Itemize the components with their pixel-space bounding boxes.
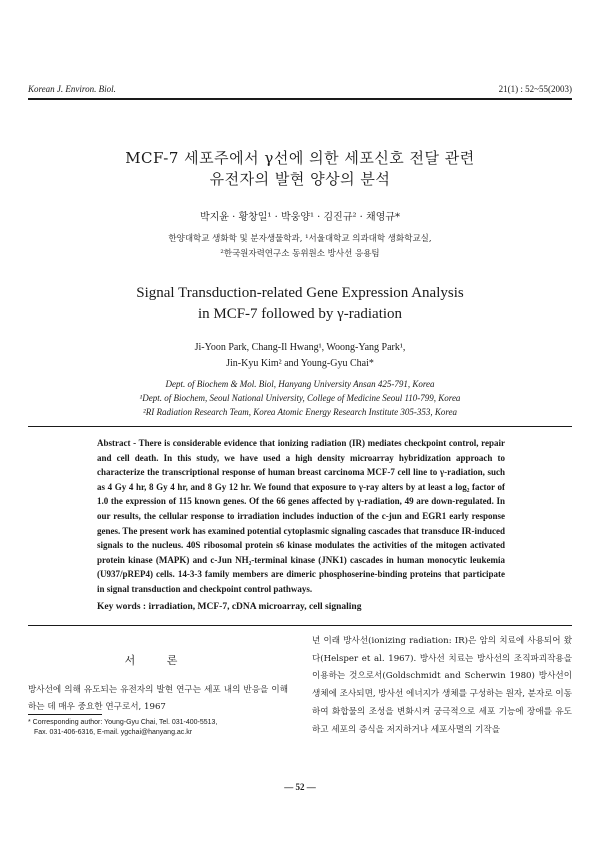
korean-affiliations [40,232,560,262]
right-column-text: 년 이래 방사선(ionizing radiation: IR)은 암의 치료에 사용되어 왔다(Helsper et al. 1967). 방사선 치료는 방사선의 조직파괴작용을 이용하는 것으로서(Goldschmidt and Scherwin 1980) 방사선이 생체에 조사되면, 방사선 에너지가 생체를 구성하는 원자, 분자로 이동하여 화합물의 조성을 변화시켜 궁극적으로 세포 기능에 장애를 유도하고 세포의 증식을 저지하거나 세포사멸의 기작을 [312,636,572,735]
korean-affiliation-line-2: ²한국원자력연구소 동위원소 방사선 응용팀 [220,249,380,259]
abstract-top-rule [28,426,572,427]
journal-name: Korean J. Environ. Biol. [28,84,116,94]
korean-title [40,148,560,190]
korean-affiliation-line-1: 한양대학교 생화학 및 분자생물학과, ¹서울대학교 의과대학 생화학교실, [168,234,432,244]
english-title-line-1: Signal Transduction-related Gene Expression Analysis [136,285,464,301]
english-affiliations [40,377,560,419]
citation: 21(1) : 52~55(2003) [498,84,572,94]
english-affiliation-line-1: Dept. of Biochem & Mol. Biol, Hanyang University Ansan 425-791, Korea [165,379,435,389]
footnote-line-1: * Corresponding author: Young-Gyu Chai, Tel. 031-400-5513, [28,719,218,726]
korean-authors: 박지윤 · 황창일¹ · 박웅양¹ · 김진규² · 채영규* [199,212,401,223]
abstract: Abstract - There is considerable evidence that ionizing radiation (IR) mediates checkpoint control, repair and cell death. In this study, we have used a high density microarray hybridization approach to characterize the transcriptional response of human breast carcinoma MCF-7 cell line to γ-radiation, such as 4 Gy 4 hr, 8 Gy 4 hr, and 8 Gy 12 hr. We found that exposure to γ-ray alters by at least a log₂ factor of 1.0 the expression of 115 known genes. Of the 66 genes affected by γ-radiation, 49 are down-regulated. In our results, the cellular response to irradiation includes induction of the c-jun and EGR1 early response genes. The present work has examined potential cytoplasmic signaling cascades that transduce IR-induced signals to the nucleus. 40S ribosomal protein s6 kinase modulates the activities of the mitogen activated protein kinase (MAPK) and c-Jun NH₂-terminal kinase (JNK1) cascades in human monocytic leukemia (U937/pREP4) cells. 14-3-3 family members are dimeric phosphoserine-binding proteins that participate in signal transduction and checkpoint control pathways. [97,438,505,594]
english-authors [40,340,560,372]
header-rule [28,98,572,100]
page-number: — 52 — [284,782,316,792]
left-column-text: 방사선에 의해 유도되는 유전자의 발현 연구는 세포 내의 반응을 이해하는 데 매우 중요한 연구로서, 1967 [28,685,288,712]
footnote-rule [28,714,102,715]
english-title [40,283,560,325]
running-head [28,84,572,94]
korean-title-line-2: 유전자의 발현 양상의 분석 [209,170,391,188]
korean-title-line-1: MCF-7 세포주에서 γ선에 의한 세포신호 전달 관련 [125,149,475,167]
keywords: Key words : irradiation, MCF-7, cDNA microarray, cell signaling [97,602,362,612]
abstract-bottom-rule [28,625,572,626]
english-authors-line-2: Jin-Kyu Kim² and Young-Gyu Chai* [226,358,374,369]
left-column [28,632,288,716]
footnote [28,718,298,738]
english-authors-line-1: Ji-Yoon Park, Chang-Il Hwang¹, Woong-Yang Park¹, [194,342,406,353]
footnote-line-2: Fax. 031-406-6316, E-mail. ygchai@hanyang.ac.kr [34,729,193,736]
english-title-line-2: in MCF-7 followed by γ-radiation [197,306,403,322]
english-affiliation-line-3: ²RI Radiation Research Team, Korea Atomic Energy Research Institute 305-353, Korea [143,407,457,417]
section-heading: 서 론 [124,654,192,667]
english-affiliation-line-2: ¹Dept. of Biochem, Seoul National University, College of Medicine Seoul 110-799, Korea [139,393,461,403]
